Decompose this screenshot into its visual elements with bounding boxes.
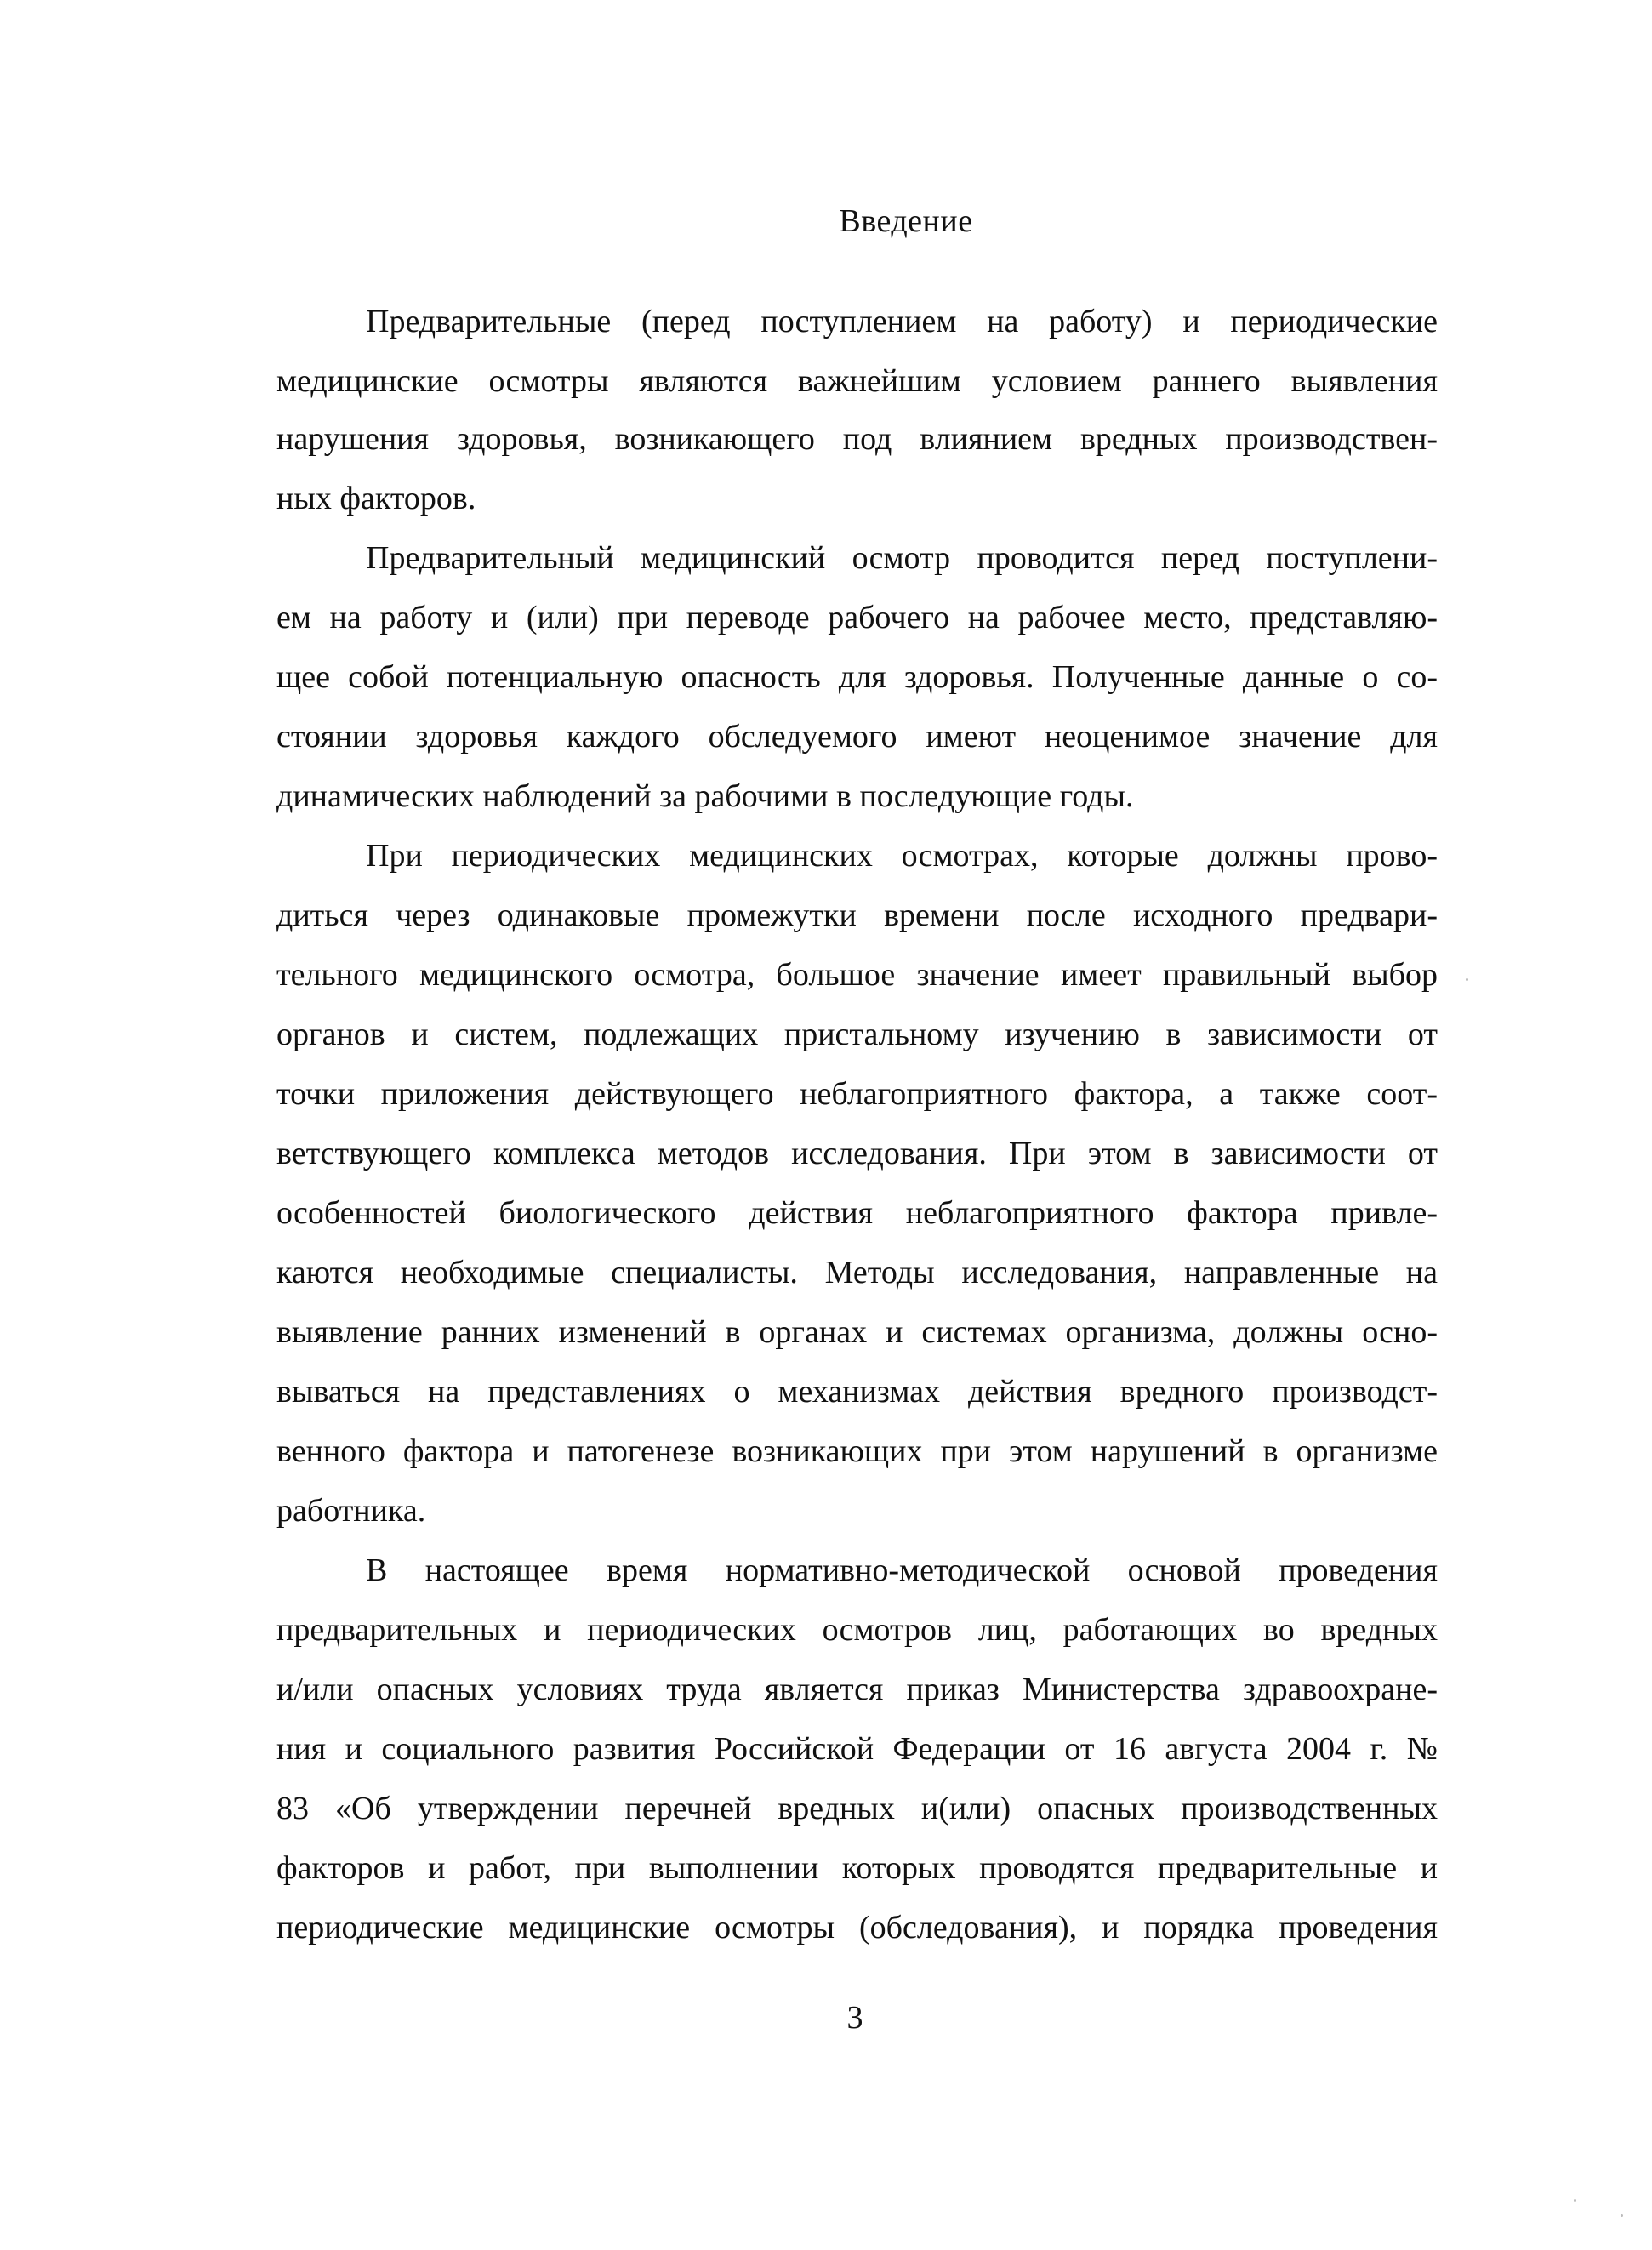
text-line: предварительных и периодических осмотров лиц, работающих во вредных (276, 1612, 1438, 1648)
text-line: Предварительный медицинский осмотр проводится перед поступлени- (366, 540, 1438, 576)
text-line: периодические медицинские осмотры (обследования), и порядка проведения (276, 1910, 1438, 1945)
text-line: В настоящее время нормативно-методической основой проведения (366, 1552, 1438, 1588)
text-line: ных факторов. (276, 481, 476, 516)
text-line: стоянии здоровья каждого обследуемого имеют неоценимое значение для (276, 719, 1438, 755)
text-line: медицинские осмотры являются важнейшим условием раннего выявления (276, 363, 1438, 399)
text-line: и/или опасных условиях труда является приказ Министерства здравоохране- (276, 1672, 1438, 1707)
text-line: диться через одинаковые промежутки времени после исходного предвари- (276, 897, 1438, 933)
text-line: ветствующего комплекса методов исследования. При этом в зависимости от (276, 1136, 1438, 1171)
scan-speck (1466, 978, 1468, 981)
scan-speck (1574, 2199, 1576, 2202)
text-line: 83 «Об утверждении перечней вредных и(или) опасных производственных (276, 1791, 1438, 1826)
text-line: щее собой потенциальную опасность для здоровья. Полученные данные о со- (276, 659, 1438, 695)
text-line: тельного медицинского осмотра, большое значение имеет правильный выбор (276, 957, 1438, 993)
text-line: ем на работу и (или) при переводе рабочего на рабочее место, представляю- (276, 600, 1438, 635)
text-line: динамических наблюдений за рабочими в последующие годы. (276, 778, 1134, 814)
section-heading: Введение (839, 203, 973, 239)
text-line: каются необходимые специалисты. Методы исследования, направленные на (276, 1255, 1438, 1290)
text-line: особенностей биологического действия неблагоприятного фактора привле- (276, 1195, 1438, 1231)
scan-speck (1621, 2214, 1623, 2217)
text-line: работника. (276, 1493, 426, 1529)
text-line: точки приложения действующего неблагоприятного фактора, а также соот- (276, 1076, 1438, 1112)
text-line: факторов и работ, при выполнении которых проводятся предварительные и (276, 1850, 1438, 1886)
text-line: ния и социального развития Российской Федерации от 16 августа 2004 г. № (276, 1731, 1438, 1767)
text-line: Предварительные (перед поступлением на работу) и периодические (366, 304, 1438, 339)
page-number: 3 (846, 2000, 863, 2036)
text-line: органов и систем, подлежащих пристальному изучению в зависимости от (276, 1017, 1438, 1052)
text-line: При периодических медицинских осмотрах, которые должны прово- (366, 838, 1438, 874)
text-line: венного фактора и патогенезе возникающих при этом нарушений в организме (276, 1433, 1438, 1469)
text-line: вываться на представлениях о механизмах действия вредного производст- (276, 1374, 1438, 1410)
text-line: выявление ранних изменений в органах и системах организма, должны осно- (276, 1314, 1438, 1350)
text-line: нарушения здоровья, возникающего под влиянием вредных производствен- (276, 421, 1438, 457)
